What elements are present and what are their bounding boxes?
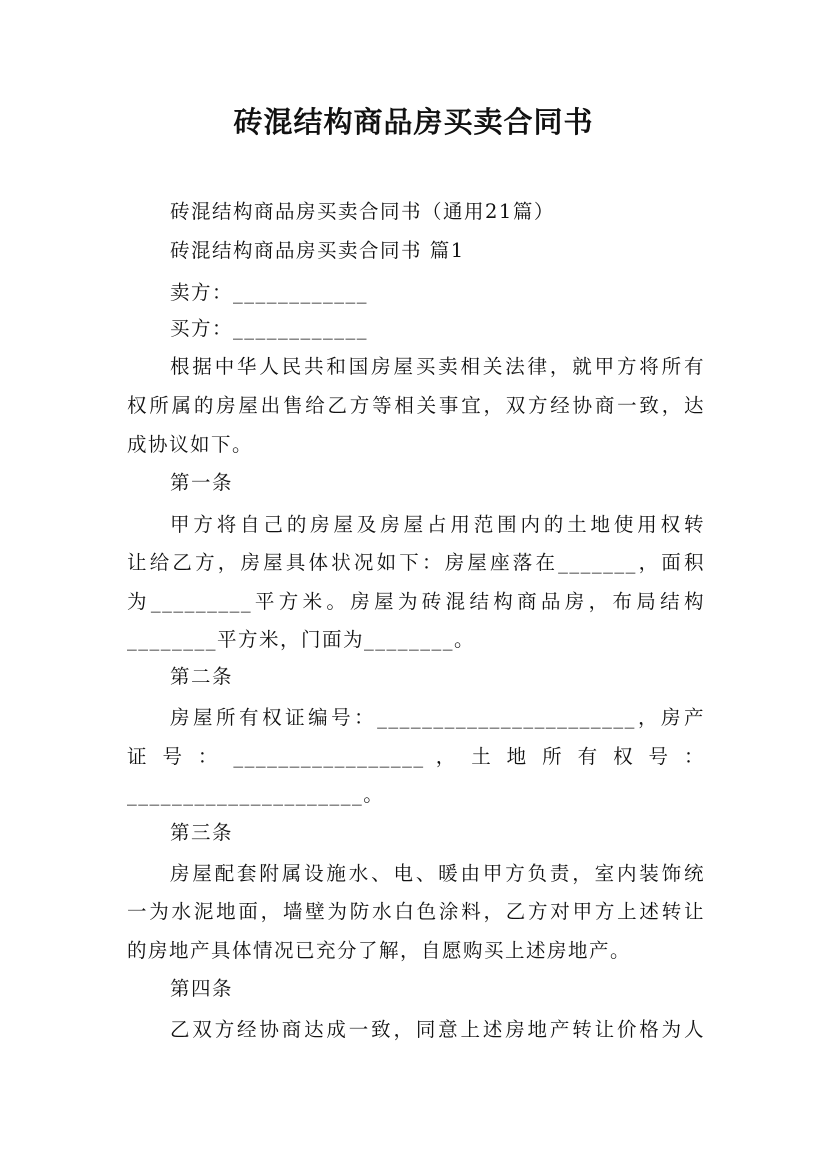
- paragraph-line: 乙双方经协商达成一致，同意上述房地产转让价格为人: [170, 1018, 705, 1041]
- section-heading: 砖混结构商品房买卖合同书 篇1: [170, 239, 465, 262]
- paragraph-line: ________平方米，门面为________。: [127, 628, 476, 651]
- paragraph-line: 权所属的房屋出售给乙方等相关事宜，双方经协商一致，达: [127, 394, 705, 417]
- document-title: 砖混结构商品房买卖合同书: [233, 105, 594, 139]
- paragraph-line: 根据中华人民共和国房屋买卖相关法律，就甲方将所有: [170, 355, 705, 378]
- paragraph-line: 证 号 ： _________________ ， 土 地 所 有 权 号 ：: [127, 745, 705, 768]
- paragraph-line: 的房地产具体情况已充分了解，自愿购买上述房地产。: [127, 939, 632, 962]
- paragraph-line: 为_________平方米。房屋为砖混结构商品房，布局结构: [127, 590, 705, 613]
- paragraph-line: 房屋配套附属设施水、电、暖由甲方负责，室内装饰统: [170, 862, 705, 885]
- paragraph-line: 房屋所有权证编号：_______________________，房产: [170, 706, 705, 729]
- article-heading: 第四条: [170, 977, 234, 1000]
- article-heading: 第三条: [170, 821, 234, 844]
- seller-field: 卖方：____________: [170, 281, 369, 304]
- article-heading: 第一条: [170, 471, 234, 494]
- paragraph-line: 让给乙方，房屋具体状况如下：房屋座落在_______，面积: [127, 551, 705, 574]
- paragraph-line: 成协议如下。: [127, 433, 254, 456]
- article-heading: 第二条: [170, 665, 234, 688]
- paragraph-line: 甲方将自己的房屋及房屋占用范围内的土地使用权转: [170, 513, 705, 536]
- paragraph-line: 一为水泥地面，墙壁为防水白色涂料，乙方对甲方上述转让: [127, 900, 705, 923]
- paragraph-line: _____________________。: [127, 783, 385, 806]
- subtitle-line: 砖混结构商品房买卖合同书（通用21篇）: [170, 200, 555, 223]
- buyer-field: 买方：____________: [170, 317, 369, 340]
